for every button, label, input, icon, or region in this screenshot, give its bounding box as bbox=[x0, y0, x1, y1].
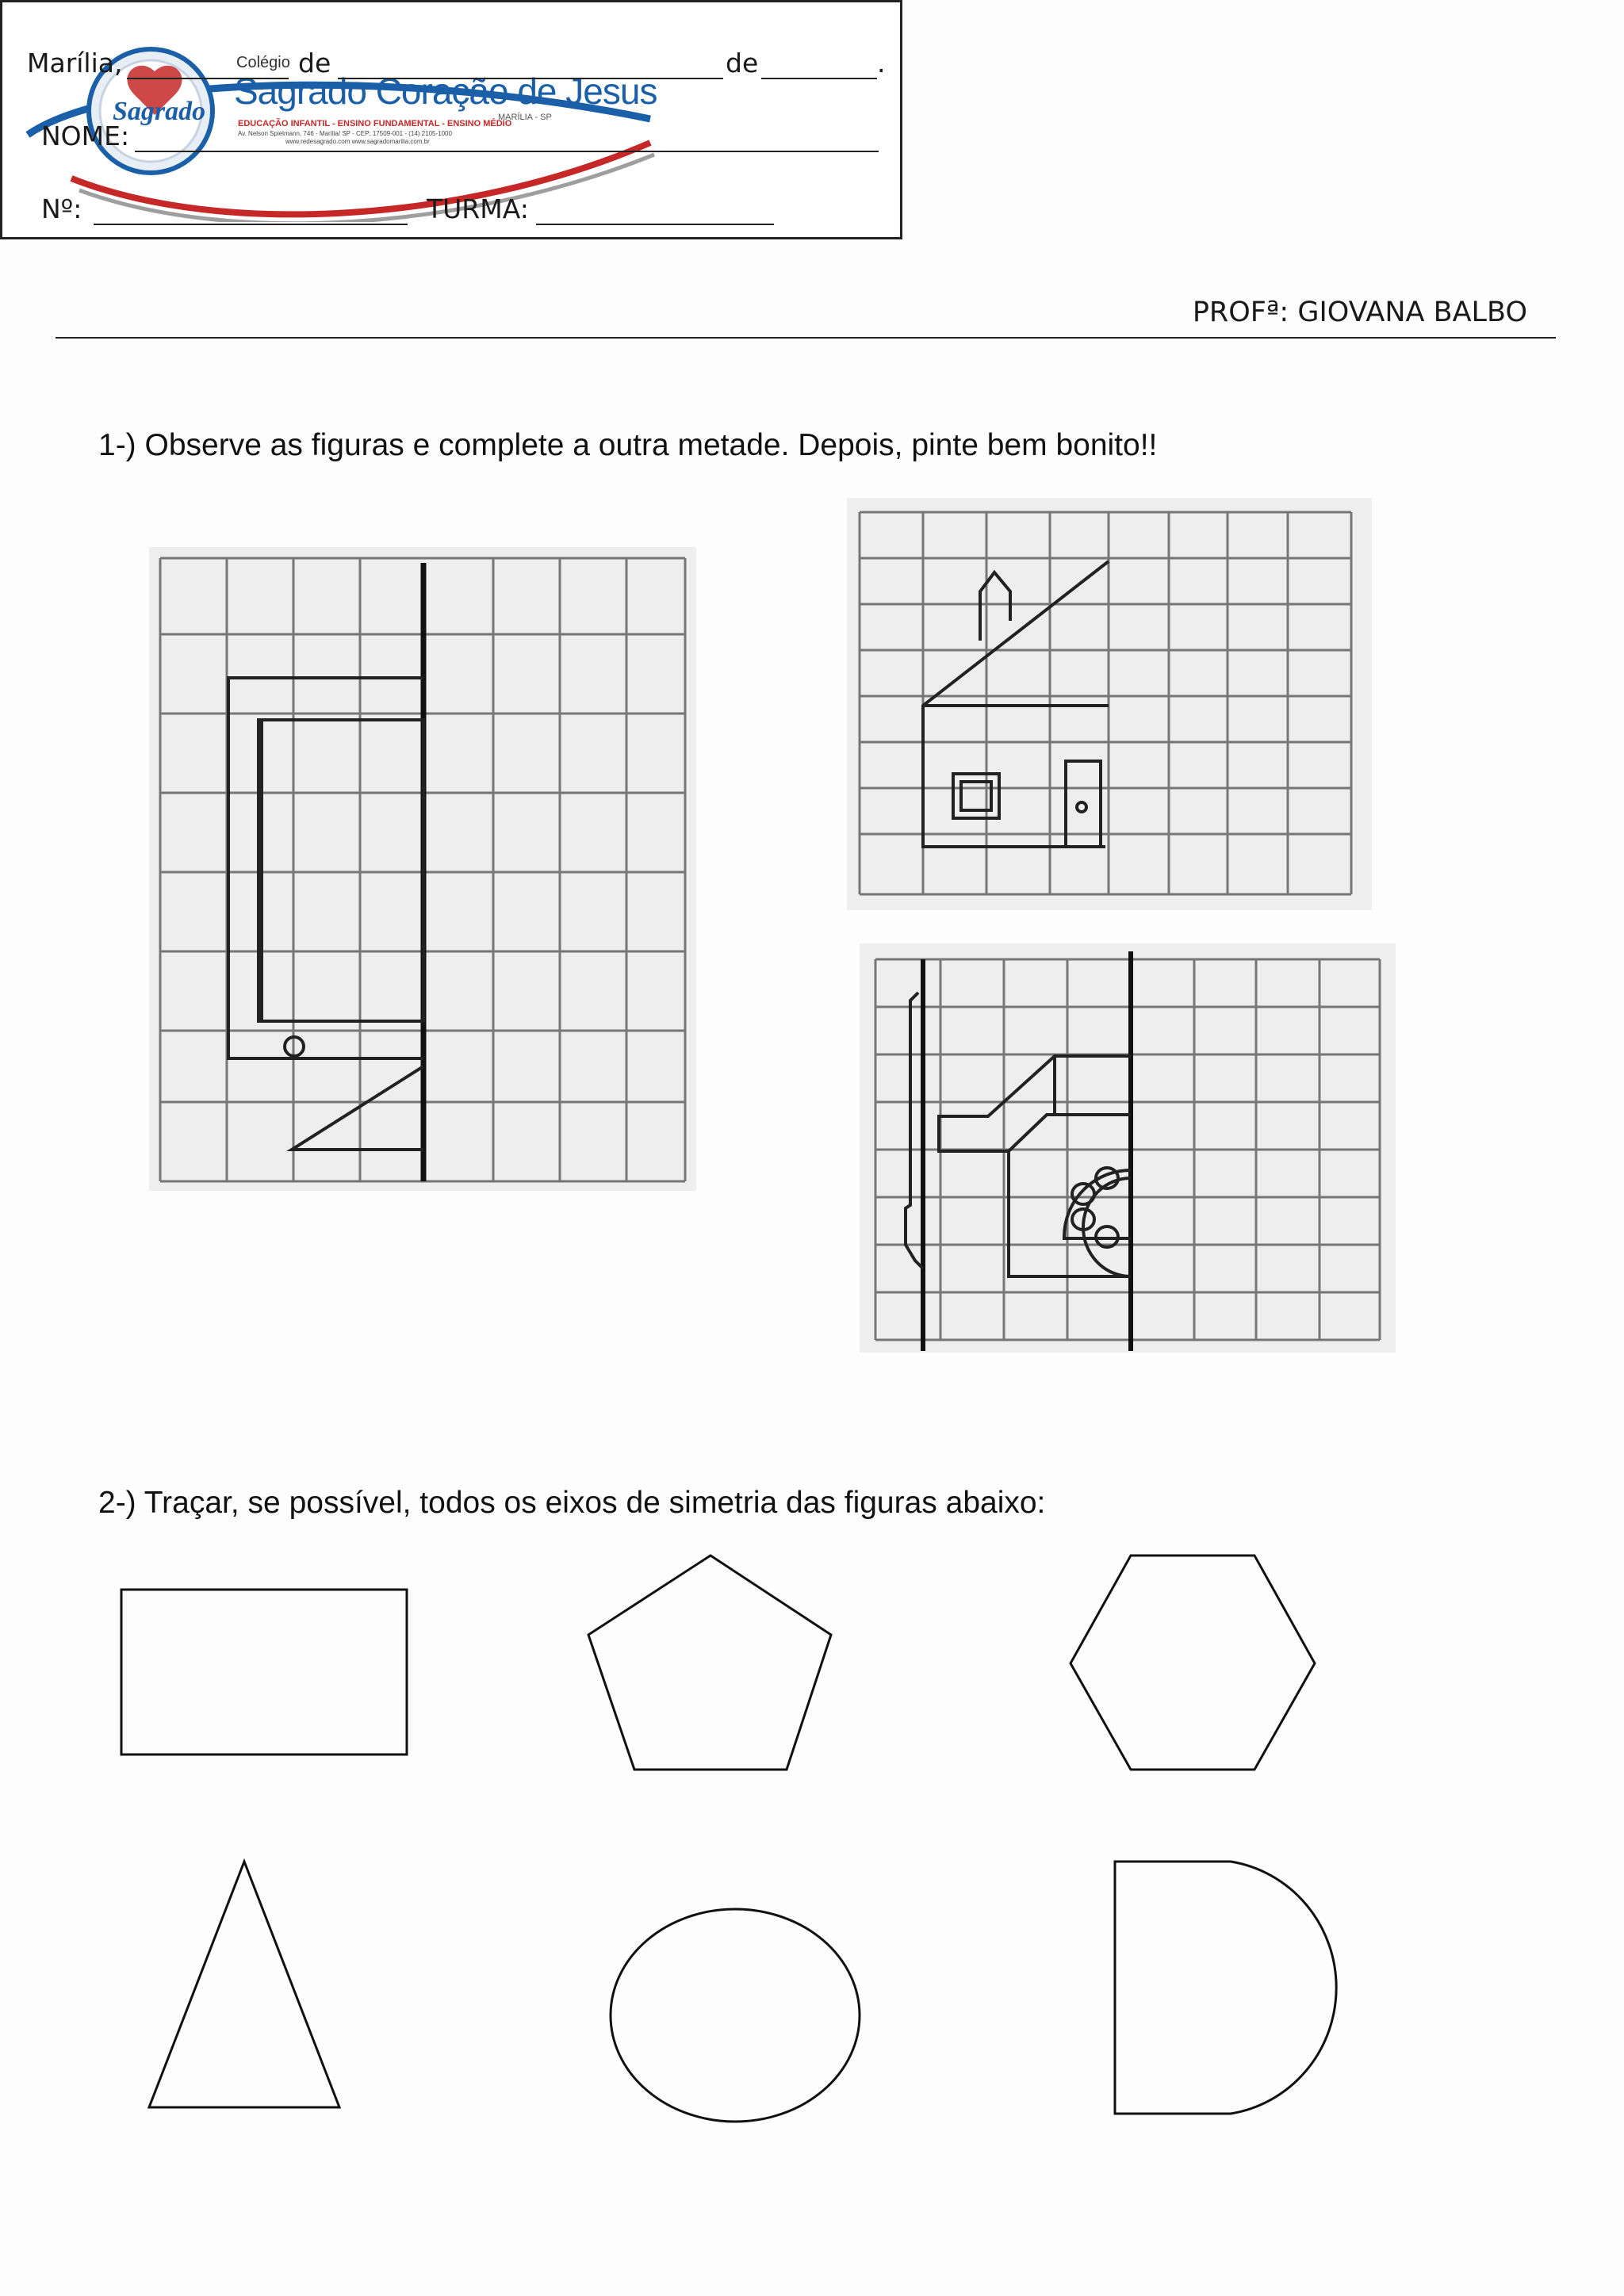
logo-school-name: Sagrado Coração de Jesus bbox=[234, 71, 657, 112]
house-half-figure bbox=[847, 498, 1372, 910]
d-shape bbox=[1112, 1858, 1361, 2117]
phone-half-figure bbox=[149, 547, 696, 1191]
logo-city-tag: MARÍLIA - SP bbox=[498, 113, 552, 122]
hexagon-shape bbox=[1067, 1552, 1318, 1773]
logo-badge-text: Sagrado bbox=[113, 97, 206, 126]
name-label: NOME: bbox=[41, 121, 130, 151]
de-label: de bbox=[298, 48, 331, 78]
day-line[interactable] bbox=[127, 78, 289, 79]
triangle-shape bbox=[146, 1858, 343, 2110]
logo-levels-line: EDUCAÇÃO INFANTIL - ENSINO FUNDAMENTAL - ENSINO MÉDIO bbox=[238, 119, 512, 128]
city-label: Marília, bbox=[27, 48, 123, 78]
teacher-name: PROFª: GIOVANA BALBO bbox=[1192, 297, 1527, 328]
number-label: Nº: bbox=[41, 193, 82, 224]
number-line[interactable] bbox=[94, 224, 408, 225]
logo-web-line: www.redesagrado.com www.sagradomarilia.com.br bbox=[285, 138, 430, 145]
stove-half-figure bbox=[860, 943, 1396, 1353]
month-line[interactable] bbox=[338, 78, 723, 79]
class-line[interactable] bbox=[536, 224, 774, 225]
date-period: . bbox=[877, 48, 886, 78]
de-label-2: de bbox=[726, 48, 759, 78]
question-2-text: 2-) Traçar, se possível, todos os eixos de simetria das figuras abaixo: bbox=[98, 1486, 1046, 1520]
rectangle-shape bbox=[119, 1587, 411, 1758]
logo-address-line: Av. Nelson Spielmann, 746 - Marília/ SP - CEP: 17509-001 - (14) 2105-1000 bbox=[238, 130, 452, 137]
header-divider bbox=[56, 337, 1556, 339]
name-line[interactable] bbox=[135, 151, 879, 152]
class-label: TURMA: bbox=[427, 193, 529, 224]
year-line[interactable] bbox=[761, 78, 877, 79]
question-1-text: 1-) Observe as figuras e complete a outra metade. Depois, pinte bem bonito!! bbox=[98, 428, 1158, 462]
logo-small-label: Colégio bbox=[236, 54, 290, 71]
circle-shape bbox=[607, 1906, 863, 2125]
pentagon-shape bbox=[584, 1552, 834, 1773]
